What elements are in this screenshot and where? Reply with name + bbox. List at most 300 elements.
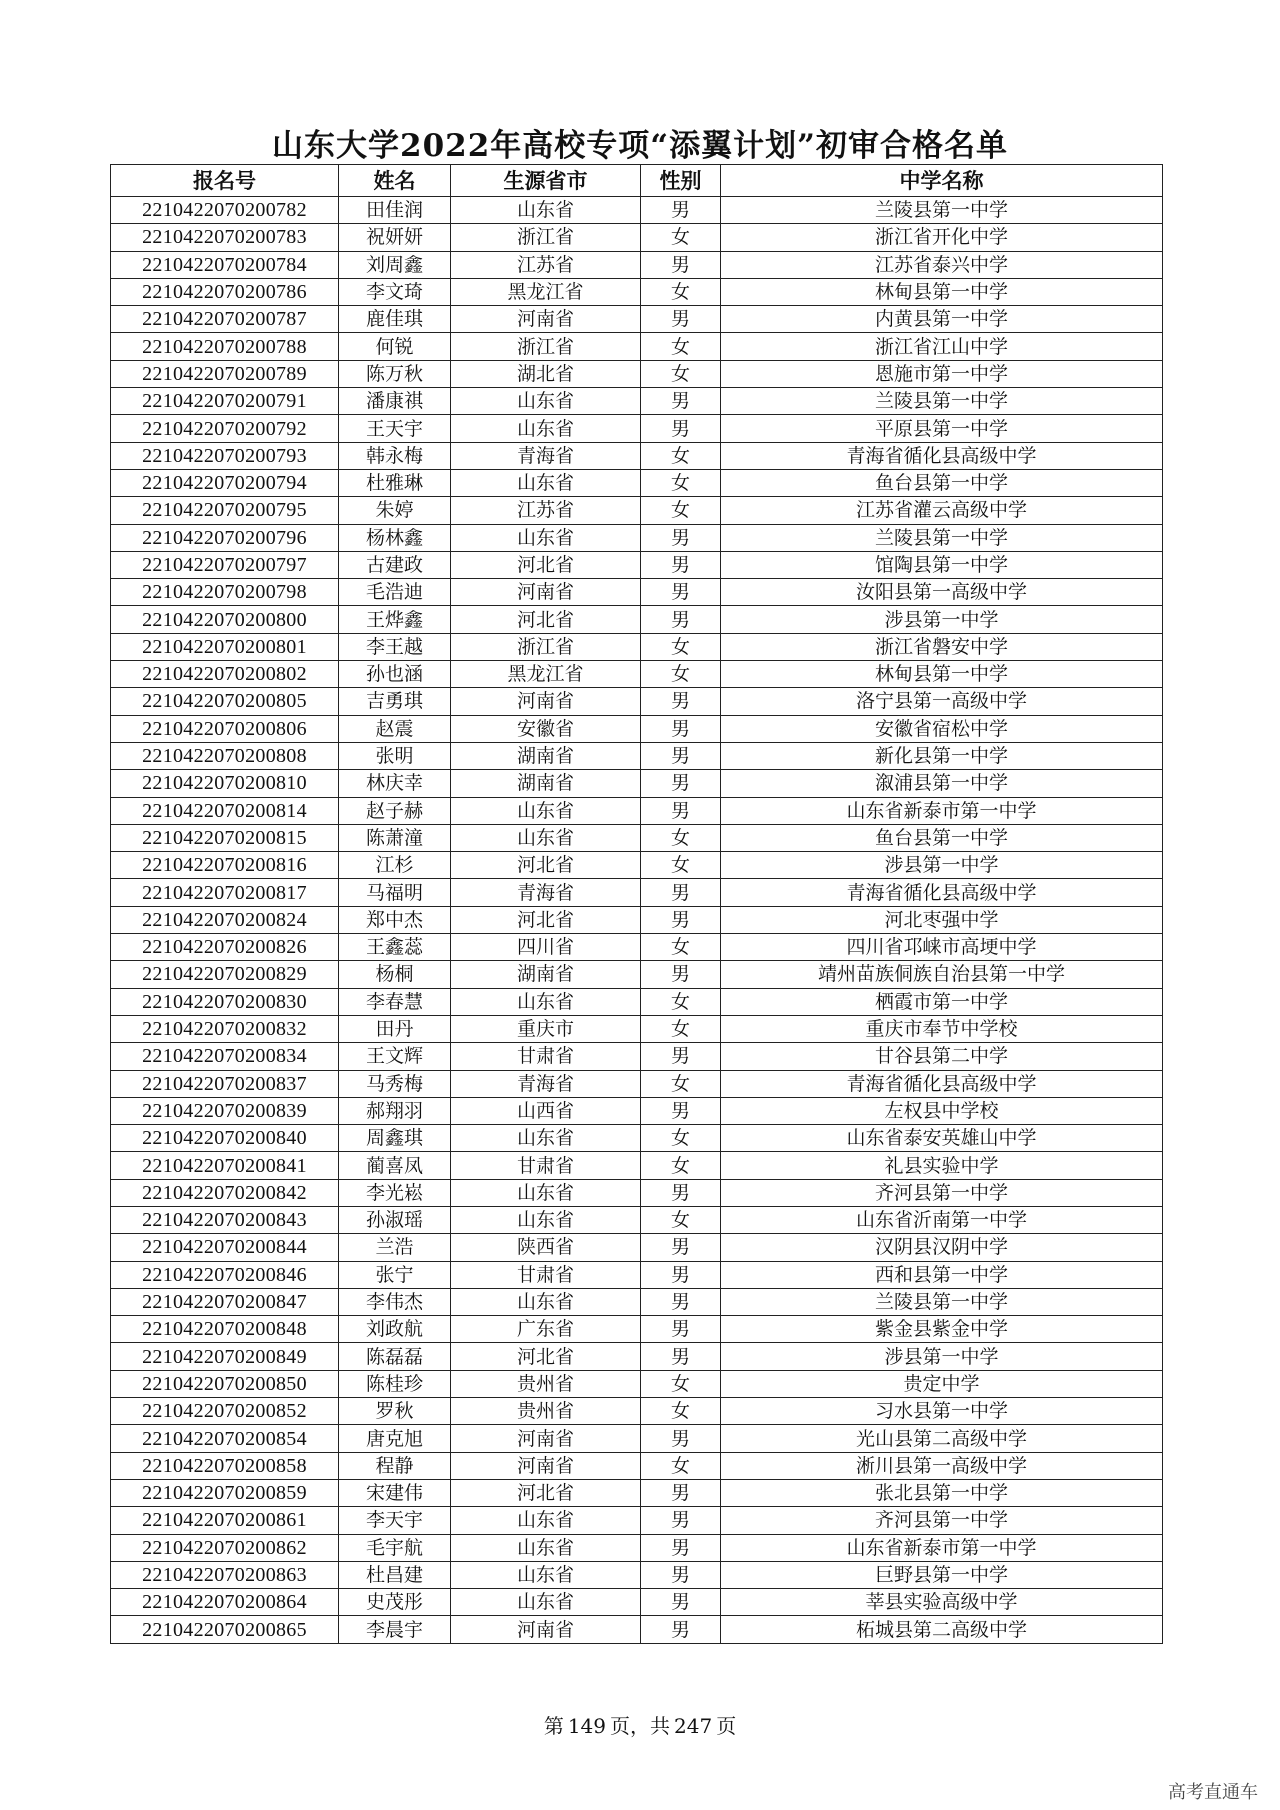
cell-registration-number: 2210422070200837 — [111, 1070, 339, 1097]
cell-registration-number: 2210422070200786 — [111, 278, 339, 305]
cell-registration-number: 2210422070200808 — [111, 742, 339, 769]
cell-school: 西和县第一中学 — [721, 1261, 1163, 1288]
roster-table — [110, 164, 1163, 1644]
table-row — [111, 1206, 1163, 1233]
cell-gender: 女 — [641, 1015, 721, 1042]
cell-gender: 女 — [641, 1370, 721, 1397]
cell-name: 马秀梅 — [339, 1070, 451, 1097]
table-row — [111, 1561, 1163, 1588]
cell-gender: 女 — [641, 333, 721, 360]
cell-name: 祝妍妍 — [339, 224, 451, 251]
cell-school: 贵定中学 — [721, 1370, 1163, 1397]
cell-school: 浙江省江山中学 — [721, 333, 1163, 360]
cell-gender: 男 — [641, 579, 721, 606]
cell-registration-number: 2210422070200842 — [111, 1179, 339, 1206]
table-row — [111, 715, 1163, 742]
cell-gender: 男 — [641, 1179, 721, 1206]
cell-gender: 女 — [641, 1125, 721, 1152]
cell-registration-number: 2210422070200865 — [111, 1616, 339, 1643]
cell-name: 江杉 — [339, 852, 451, 879]
cell-registration-number: 2210422070200789 — [111, 360, 339, 387]
cell-school: 山东省沂南第一中学 — [721, 1206, 1163, 1233]
cell-gender: 女 — [641, 469, 721, 496]
cell-school: 靖州苗族侗族自治县第一中学 — [721, 961, 1163, 988]
cell-gender: 男 — [641, 306, 721, 333]
table-row — [111, 360, 1163, 387]
cell-school: 习水县第一中学 — [721, 1398, 1163, 1425]
cell-province: 山东省 — [451, 1179, 641, 1206]
cell-name: 李王越 — [339, 633, 451, 660]
cell-registration-number: 2210422070200848 — [111, 1316, 339, 1343]
cell-province: 湖北省 — [451, 360, 641, 387]
cell-province: 河南省 — [451, 1425, 641, 1452]
cell-gender: 男 — [641, 715, 721, 742]
cell-gender: 女 — [641, 824, 721, 851]
cell-school: 青海省循化县高级中学 — [721, 442, 1163, 469]
table-row — [111, 197, 1163, 224]
cell-name: 陈磊磊 — [339, 1343, 451, 1370]
cell-gender: 男 — [641, 1479, 721, 1506]
cell-name: 杜昌建 — [339, 1561, 451, 1588]
cell-gender: 女 — [641, 278, 721, 305]
cell-name: 陈萧潼 — [339, 824, 451, 851]
cell-registration-number: 2210422070200787 — [111, 306, 339, 333]
cell-gender: 女 — [641, 934, 721, 961]
cell-province: 河南省 — [451, 688, 641, 715]
footer-total-pages: 247 — [674, 1714, 713, 1738]
cell-province: 山西省 — [451, 1097, 641, 1124]
cell-registration-number: 2210422070200862 — [111, 1534, 339, 1561]
cell-name: 宋建伟 — [339, 1479, 451, 1506]
cell-gender: 男 — [641, 961, 721, 988]
table-row — [111, 1288, 1163, 1315]
table-row — [111, 742, 1163, 769]
table-row — [111, 879, 1163, 906]
cell-province: 山东省 — [451, 415, 641, 442]
cell-province: 陕西省 — [451, 1234, 641, 1261]
cell-name: 张宁 — [339, 1261, 451, 1288]
cell-province: 甘肃省 — [451, 1043, 641, 1070]
cell-school: 涉县第一中学 — [721, 606, 1163, 633]
cell-gender: 女 — [641, 852, 721, 879]
table-row — [111, 1316, 1163, 1343]
table-row — [111, 961, 1163, 988]
cell-name: 林庆幸 — [339, 770, 451, 797]
cell-name: 史茂彤 — [339, 1589, 451, 1616]
cell-school: 安徽省宿松中学 — [721, 715, 1163, 742]
cell-school: 林甸县第一中学 — [721, 278, 1163, 305]
cell-registration-number: 2210422070200864 — [111, 1589, 339, 1616]
page-footer — [0, 1710, 1280, 1739]
cell-school: 兰陵县第一中学 — [721, 1288, 1163, 1315]
cell-registration-number: 2210422070200847 — [111, 1288, 339, 1315]
cell-school: 礼县实验中学 — [721, 1152, 1163, 1179]
cell-gender: 男 — [641, 1234, 721, 1261]
cell-registration-number: 2210422070200849 — [111, 1343, 339, 1370]
table-row — [111, 1452, 1163, 1479]
cell-gender: 女 — [641, 988, 721, 1015]
cell-province: 浙江省 — [451, 633, 641, 660]
cell-province: 山东省 — [451, 1534, 641, 1561]
cell-school: 汉阴县汉阴中学 — [721, 1234, 1163, 1261]
cell-registration-number: 2210422070200797 — [111, 551, 339, 578]
cell-province: 安徽省 — [451, 715, 641, 742]
cell-school: 青海省循化县高级中学 — [721, 879, 1163, 906]
cell-school: 鱼台县第一中学 — [721, 469, 1163, 496]
cell-province: 山东省 — [451, 388, 641, 415]
cell-school: 江苏省灌云高级中学 — [721, 497, 1163, 524]
cell-registration-number: 2210422070200830 — [111, 988, 339, 1015]
table-row — [111, 306, 1163, 333]
cell-name: 郝翔羽 — [339, 1097, 451, 1124]
table-row — [111, 906, 1163, 933]
cell-name: 张明 — [339, 742, 451, 769]
cell-gender: 女 — [641, 1152, 721, 1179]
cell-name: 潘康祺 — [339, 388, 451, 415]
cell-gender: 男 — [641, 1561, 721, 1588]
cell-school: 巨野县第一中学 — [721, 1561, 1163, 1588]
table-row — [111, 333, 1163, 360]
cell-registration-number: 2210422070200858 — [111, 1452, 339, 1479]
cell-school: 莘县实验高级中学 — [721, 1589, 1163, 1616]
cell-school: 淅川县第一高级中学 — [721, 1452, 1163, 1479]
cell-registration-number: 2210422070200817 — [111, 879, 339, 906]
table-row — [111, 224, 1163, 251]
cell-registration-number: 2210422070200806 — [111, 715, 339, 742]
cell-registration-number: 2210422070200792 — [111, 415, 339, 442]
cell-province: 山东省 — [451, 1206, 641, 1233]
cell-gender: 男 — [641, 551, 721, 578]
cell-gender: 女 — [641, 1206, 721, 1233]
cell-gender: 男 — [641, 524, 721, 551]
table-row — [111, 497, 1163, 524]
cell-registration-number: 2210422070200840 — [111, 1125, 339, 1152]
cell-province: 青海省 — [451, 879, 641, 906]
cell-registration-number: 2210422070200783 — [111, 224, 339, 251]
table-row — [111, 1616, 1163, 1643]
table-body — [111, 197, 1163, 1644]
cell-registration-number: 2210422070200814 — [111, 797, 339, 824]
cell-province: 浙江省 — [451, 333, 641, 360]
cell-school: 林甸县第一中学 — [721, 661, 1163, 688]
cell-name: 杜雅琳 — [339, 469, 451, 496]
cell-school: 山东省新泰市第一中学 — [721, 797, 1163, 824]
cell-gender: 男 — [641, 1043, 721, 1070]
cell-name: 杨桐 — [339, 961, 451, 988]
cell-name: 李光崧 — [339, 1179, 451, 1206]
cell-name: 古建政 — [339, 551, 451, 578]
cell-gender: 女 — [641, 1070, 721, 1097]
cell-name: 吉勇琪 — [339, 688, 451, 715]
cell-name: 陈万秋 — [339, 360, 451, 387]
table-row — [111, 1043, 1163, 1070]
cell-name: 刘政航 — [339, 1316, 451, 1343]
cell-registration-number: 2210422070200798 — [111, 579, 339, 606]
cell-gender: 男 — [641, 1589, 721, 1616]
cell-school: 新化县第一中学 — [721, 742, 1163, 769]
cell-name: 王烨鑫 — [339, 606, 451, 633]
table-row — [111, 278, 1163, 305]
table-row — [111, 1125, 1163, 1152]
cell-gender: 女 — [641, 224, 721, 251]
cell-school: 光山县第二高级中学 — [721, 1425, 1163, 1452]
table-row — [111, 1152, 1163, 1179]
cell-gender: 女 — [641, 661, 721, 688]
cell-registration-number: 2210422070200815 — [111, 824, 339, 851]
cell-registration-number: 2210422070200859 — [111, 1479, 339, 1506]
table-row — [111, 770, 1163, 797]
table-row — [111, 606, 1163, 633]
cell-registration-number: 2210422070200844 — [111, 1234, 339, 1261]
cell-province: 河南省 — [451, 306, 641, 333]
cell-gender: 女 — [641, 360, 721, 387]
cell-province: 河南省 — [451, 579, 641, 606]
cell-school: 鱼台县第一中学 — [721, 824, 1163, 851]
cell-registration-number: 2210422070200802 — [111, 661, 339, 688]
cell-registration-number: 2210422070200795 — [111, 497, 339, 524]
cell-gender: 男 — [641, 251, 721, 278]
cell-school: 四川省邛崃市高埂中学 — [721, 934, 1163, 961]
cell-registration-number: 2210422070200829 — [111, 961, 339, 988]
cell-registration-number: 2210422070200788 — [111, 333, 339, 360]
cell-province: 山东省 — [451, 988, 641, 1015]
cell-school: 馆陶县第一中学 — [721, 551, 1163, 578]
table-row — [111, 1534, 1163, 1561]
table-row — [111, 824, 1163, 851]
cell-name: 李晨宇 — [339, 1616, 451, 1643]
cell-name: 毛浩迪 — [339, 579, 451, 606]
cell-name: 孙淑瑶 — [339, 1206, 451, 1233]
cell-gender: 男 — [641, 1507, 721, 1534]
table-header-row — [111, 165, 1163, 197]
cell-gender: 男 — [641, 1316, 721, 1343]
cell-province: 黑龙江省 — [451, 661, 641, 688]
cell-gender: 男 — [641, 906, 721, 933]
table-row — [111, 1179, 1163, 1206]
cell-province: 湖南省 — [451, 742, 641, 769]
cell-province: 河北省 — [451, 852, 641, 879]
cell-school: 河北枣强中学 — [721, 906, 1163, 933]
table-row — [111, 852, 1163, 879]
cell-province: 黑龙江省 — [451, 278, 641, 305]
cell-gender: 女 — [641, 1452, 721, 1479]
header-name: 姓名 — [339, 165, 451, 197]
cell-gender: 男 — [641, 770, 721, 797]
cell-school: 甘谷县第二中学 — [721, 1043, 1163, 1070]
cell-registration-number: 2210422070200854 — [111, 1425, 339, 1452]
cell-registration-number: 2210422070200816 — [111, 852, 339, 879]
table-row — [111, 251, 1163, 278]
cell-name: 毛宇航 — [339, 1534, 451, 1561]
table-row — [111, 661, 1163, 688]
cell-registration-number: 2210422070200841 — [111, 1152, 339, 1179]
table-row — [111, 1398, 1163, 1425]
cell-school: 重庆市奉节中学校 — [721, 1015, 1163, 1042]
cell-gender: 男 — [641, 1616, 721, 1643]
cell-school: 洛宁县第一高级中学 — [721, 688, 1163, 715]
header-school: 中学名称 — [721, 165, 1163, 197]
cell-province: 青海省 — [451, 1070, 641, 1097]
cell-school: 张北县第一中学 — [721, 1479, 1163, 1506]
table-row — [111, 1370, 1163, 1397]
cell-province: 四川省 — [451, 934, 641, 961]
cell-gender: 男 — [641, 1534, 721, 1561]
cell-name: 刘周鑫 — [339, 251, 451, 278]
cell-province: 山东省 — [451, 1589, 641, 1616]
cell-registration-number: 2210422070200863 — [111, 1561, 339, 1588]
table-row — [111, 415, 1163, 442]
cell-school: 山东省泰安英雄山中学 — [721, 1125, 1163, 1152]
cell-gender: 男 — [641, 415, 721, 442]
cell-registration-number: 2210422070200810 — [111, 770, 339, 797]
footer-prefix: 第 — [543, 1714, 564, 1738]
cell-name: 朱婷 — [339, 497, 451, 524]
table-row — [111, 1479, 1163, 1506]
page-title: 山东大学2022年高校专项“添翼计划”初审合格名单 — [272, 128, 1008, 164]
table-row — [111, 1589, 1163, 1616]
cell-school: 柘城县第二高级中学 — [721, 1616, 1163, 1643]
table-row — [111, 988, 1163, 1015]
cell-province: 河北省 — [451, 1343, 641, 1370]
cell-province: 湖南省 — [451, 961, 641, 988]
cell-gender: 女 — [641, 497, 721, 524]
cell-province: 重庆市 — [451, 1015, 641, 1042]
cell-school: 内黄县第一中学 — [721, 306, 1163, 333]
cell-school: 涉县第一中学 — [721, 852, 1163, 879]
cell-registration-number: 2210422070200782 — [111, 197, 339, 224]
cell-registration-number: 2210422070200861 — [111, 1507, 339, 1534]
cell-gender: 男 — [641, 1261, 721, 1288]
cell-province: 湖南省 — [451, 770, 641, 797]
table-row — [111, 934, 1163, 961]
cell-school: 恩施市第一中学 — [721, 360, 1163, 387]
cell-name: 罗秋 — [339, 1398, 451, 1425]
cell-school: 齐河县第一中学 — [721, 1179, 1163, 1206]
table-row — [111, 1507, 1163, 1534]
cell-gender: 男 — [641, 606, 721, 633]
watermark: 高考直通车 — [1168, 1782, 1258, 1803]
footer-mid: 页，共 — [610, 1714, 670, 1738]
header-gender: 性别 — [641, 165, 721, 197]
cell-school: 兰陵县第一中学 — [721, 524, 1163, 551]
cell-name: 李天宇 — [339, 1507, 451, 1534]
cell-gender: 女 — [641, 1398, 721, 1425]
table-row — [111, 1343, 1163, 1370]
cell-name: 陈桂珍 — [339, 1370, 451, 1397]
cell-registration-number: 2210422070200834 — [111, 1043, 339, 1070]
cell-province: 河北省 — [451, 906, 641, 933]
cell-school: 浙江省开化中学 — [721, 224, 1163, 251]
cell-name: 兰浩 — [339, 1234, 451, 1261]
cell-registration-number: 2210422070200843 — [111, 1206, 339, 1233]
cell-name: 周鑫琪 — [339, 1125, 451, 1152]
cell-registration-number: 2210422070200824 — [111, 906, 339, 933]
cell-name: 唐克旭 — [339, 1425, 451, 1452]
table-row — [111, 579, 1163, 606]
cell-name: 郑中杰 — [339, 906, 451, 933]
cell-province: 山东省 — [451, 1507, 641, 1534]
cell-province: 河南省 — [451, 1616, 641, 1643]
cell-province: 广东省 — [451, 1316, 641, 1343]
cell-name: 程静 — [339, 1452, 451, 1479]
cell-gender: 男 — [641, 797, 721, 824]
cell-name: 韩永梅 — [339, 442, 451, 469]
cell-name: 王天宇 — [339, 415, 451, 442]
cell-registration-number: 2210422070200793 — [111, 442, 339, 469]
cell-province: 山东省 — [451, 1125, 641, 1152]
cell-name: 赵子赫 — [339, 797, 451, 824]
cell-province: 浙江省 — [451, 224, 641, 251]
cell-registration-number: 2210422070200805 — [111, 688, 339, 715]
cell-registration-number: 2210422070200794 — [111, 469, 339, 496]
cell-province: 河北省 — [451, 551, 641, 578]
cell-school: 涉县第一中学 — [721, 1343, 1163, 1370]
cell-gender: 男 — [641, 1288, 721, 1315]
cell-registration-number: 2210422070200791 — [111, 388, 339, 415]
cell-province: 青海省 — [451, 442, 641, 469]
cell-name: 李伟杰 — [339, 1288, 451, 1315]
cell-gender: 男 — [641, 688, 721, 715]
cell-name: 王鑫蕊 — [339, 934, 451, 961]
cell-school: 兰陵县第一中学 — [721, 388, 1163, 415]
cell-name: 杨林鑫 — [339, 524, 451, 551]
cell-registration-number: 2210422070200784 — [111, 251, 339, 278]
cell-name: 鹿佳琪 — [339, 306, 451, 333]
cell-province: 甘肃省 — [451, 1261, 641, 1288]
table-row — [111, 388, 1163, 415]
cell-school: 溆浦县第一中学 — [721, 770, 1163, 797]
cell-school: 青海省循化县高级中学 — [721, 1070, 1163, 1097]
table-row — [111, 551, 1163, 578]
cell-province: 甘肃省 — [451, 1152, 641, 1179]
cell-province: 河北省 — [451, 1479, 641, 1506]
cell-name: 田佳润 — [339, 197, 451, 224]
cell-province: 山东省 — [451, 797, 641, 824]
table-row — [111, 1425, 1163, 1452]
cell-gender: 男 — [641, 879, 721, 906]
cell-province: 河南省 — [451, 1452, 641, 1479]
cell-registration-number: 2210422070200796 — [111, 524, 339, 551]
cell-registration-number: 2210422070200852 — [111, 1398, 339, 1425]
cell-registration-number: 2210422070200826 — [111, 934, 339, 961]
cell-province: 山东省 — [451, 524, 641, 551]
cell-province: 山东省 — [451, 1288, 641, 1315]
cell-school: 齐河县第一中学 — [721, 1507, 1163, 1534]
cell-school: 栖霞市第一中学 — [721, 988, 1163, 1015]
cell-school: 江苏省泰兴中学 — [721, 251, 1163, 278]
cell-gender: 男 — [641, 1097, 721, 1124]
cell-school: 紫金县紫金中学 — [721, 1316, 1163, 1343]
cell-gender: 男 — [641, 1425, 721, 1452]
cell-province: 江苏省 — [451, 497, 641, 524]
table-row — [111, 797, 1163, 824]
cell-province: 江苏省 — [451, 251, 641, 278]
cell-registration-number: 2210422070200839 — [111, 1097, 339, 1124]
header-registration-number: 报名号 — [111, 165, 339, 197]
header-province: 生源省市 — [451, 165, 641, 197]
cell-name: 蔺喜凤 — [339, 1152, 451, 1179]
table-row — [111, 524, 1163, 551]
cell-gender: 男 — [641, 742, 721, 769]
cell-registration-number: 2210422070200801 — [111, 633, 339, 660]
cell-school: 平原县第一中学 — [721, 415, 1163, 442]
cell-province: 河北省 — [451, 606, 641, 633]
cell-name: 孙也涵 — [339, 661, 451, 688]
cell-gender: 女 — [641, 633, 721, 660]
footer-suffix: 页 — [716, 1714, 737, 1738]
cell-registration-number: 2210422070200846 — [111, 1261, 339, 1288]
table-row — [111, 1261, 1163, 1288]
